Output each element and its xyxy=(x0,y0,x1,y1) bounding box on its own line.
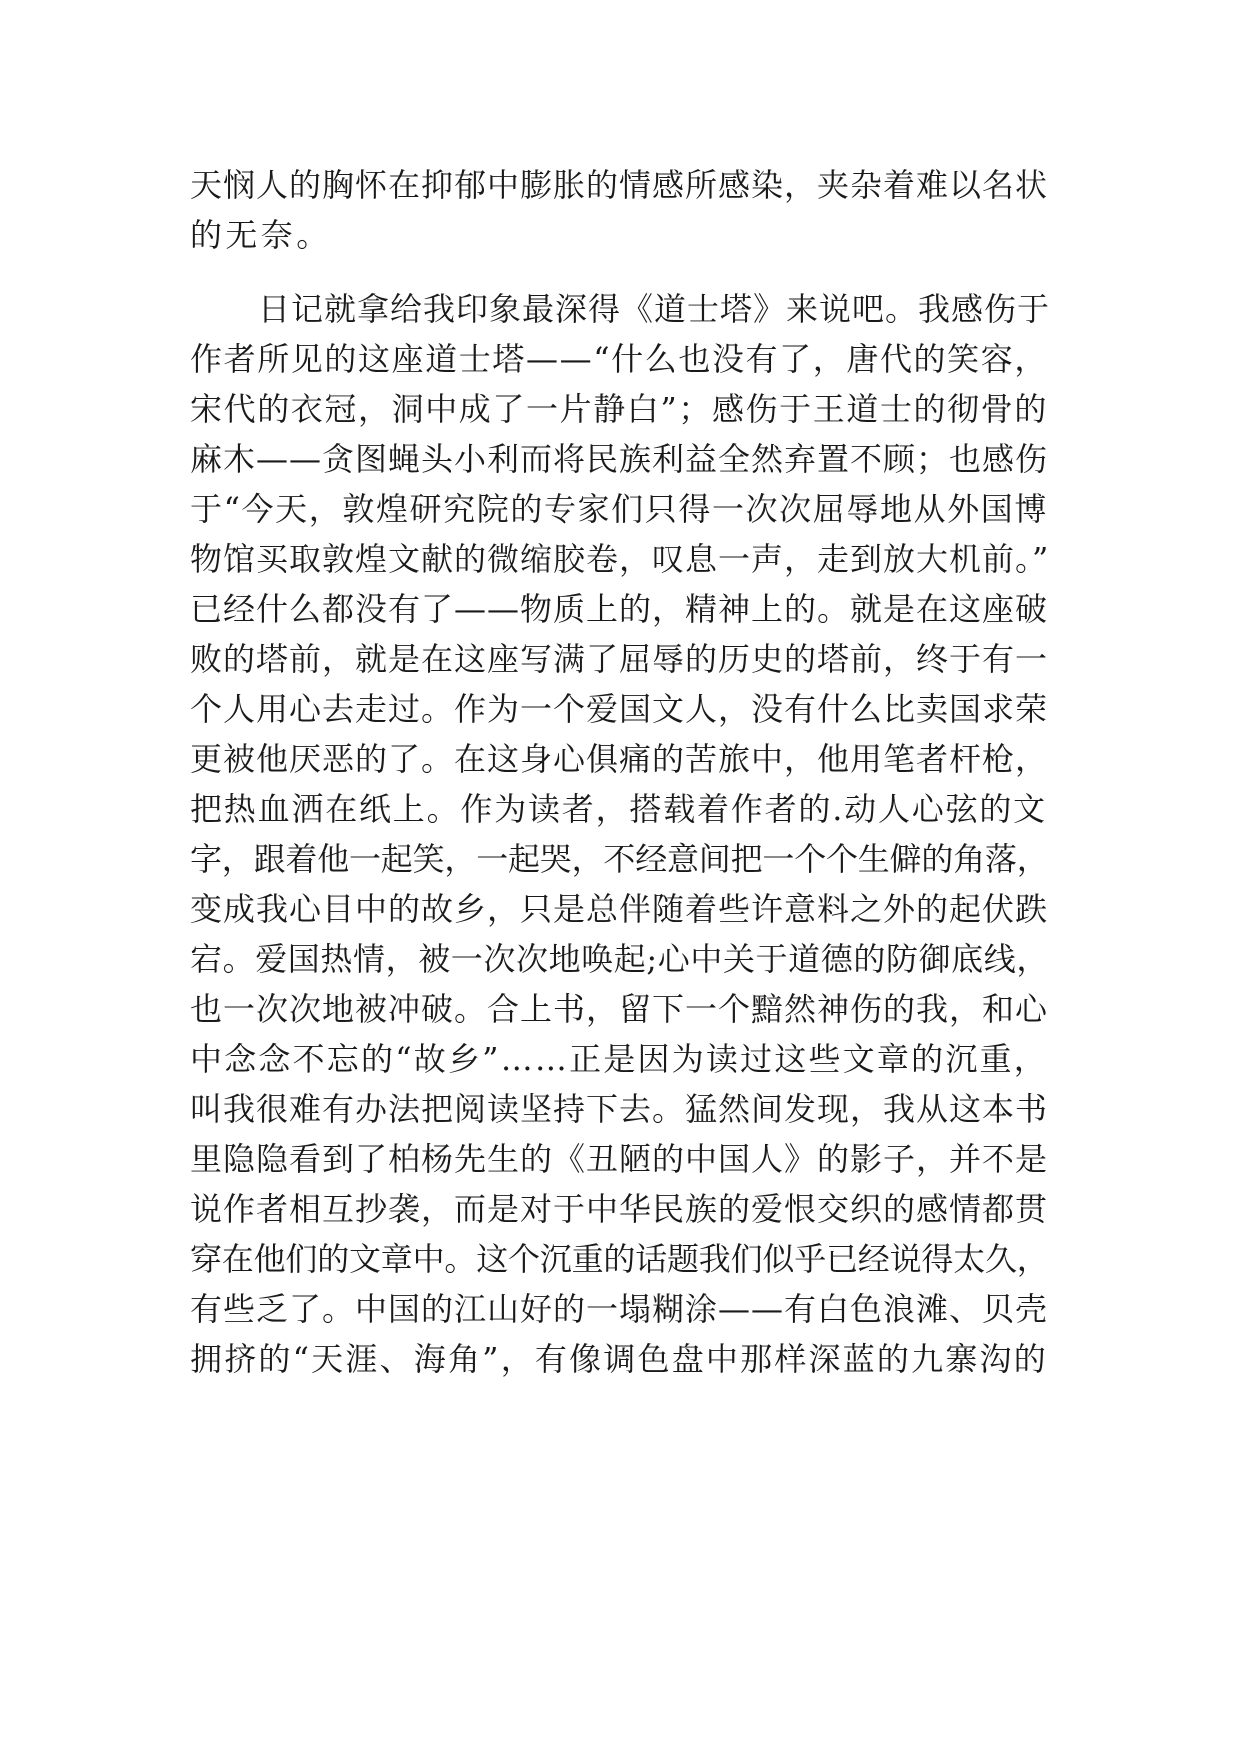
text-line: 天悯人的胸怀在抑郁中膨胀的情感所感染，夹杂着难以名状 xyxy=(190,166,1049,204)
text-line: 物馆买取敦煌文献的微缩胶卷，叹息一声，走到放大机前。” xyxy=(190,540,1050,578)
text-line: 字，跟着他一起笑，一起哭，不经意间把一个个生僻的角落， xyxy=(190,840,1049,878)
text-line: 的无奈。 xyxy=(190,216,332,254)
text-line: 更被他厌恶的了。在这身心俱痛的苦旅中，他用笔者杆枪， xyxy=(190,740,1049,778)
text-line: 拥挤的“天涯、海角”，有像调色盘中那样深蓝的九寨沟的 xyxy=(190,1340,1048,1378)
text-line: 败的塔前，就是在这座写满了屈辱的历史的塔前，终于有一 xyxy=(190,640,1049,678)
text-line: 把热血洒在纸上。作为读者，搭载着作者的.动人心弦的文 xyxy=(190,790,1047,828)
paragraph-first-line: 日记就拿给我印象最深得《道士塔》来说吧。我感伤于 xyxy=(258,290,1051,328)
text-line: 变成我心目中的故乡，只是总伴随着些许意料之外的起伏跌 xyxy=(190,890,1049,928)
text-line: 穿在他们的文章中。这个沉重的话题我们似乎已经说得太久， xyxy=(190,1240,1049,1278)
text-line: 宋代的衣冠，洞中成了一片静白”；感伤于王道士的彻骨的 xyxy=(190,390,1048,428)
text-line: 于“今天，敦煌研究院的专家们只得一次次屈辱地从外国博 xyxy=(190,490,1048,528)
text-line: 麻木——贪图蝇头小利而将民族利益全然弃置不顾；也感伤 xyxy=(190,440,1049,478)
text-line: 作者所见的这座道士塔——“什么也没有了，唐代的笑容， xyxy=(190,340,1048,378)
text-line: 个人用心去走过。作为一个爱国文人，没有什么比卖国求荣 xyxy=(190,690,1049,728)
text-line: 说作者相互抄袭，而是对于中华民族的爱恨交织的感情都贯 xyxy=(190,1190,1049,1228)
text-line: 宕。爱国热情，被一次次地唤起;心中关于道德的防御底线， xyxy=(190,940,1049,978)
text-line: 中念念不忘的“故乡”……正是因为读过这些文章的沉重， xyxy=(190,1040,1048,1078)
text-line: 也一次次地被冲破。合上书，留下一个黯然神伤的我，和心 xyxy=(190,990,1049,1028)
body-text xyxy=(190,160,1050,1384)
text-line: 叫我很难有办法把阅读坚持下去。猛然间发现，我从这本书 xyxy=(190,1090,1049,1128)
text-line: 有些乏了。中国的江山好的一塌糊涂——有白色浪滩、贝壳 xyxy=(190,1290,1049,1328)
text-line: 里隐隐看到了柏杨先生的《丑陋的中国人》的影子，并不是 xyxy=(190,1140,1049,1178)
text-line: 已经什么都没有了——物质上的，精神上的。就是在这座破 xyxy=(190,590,1049,628)
